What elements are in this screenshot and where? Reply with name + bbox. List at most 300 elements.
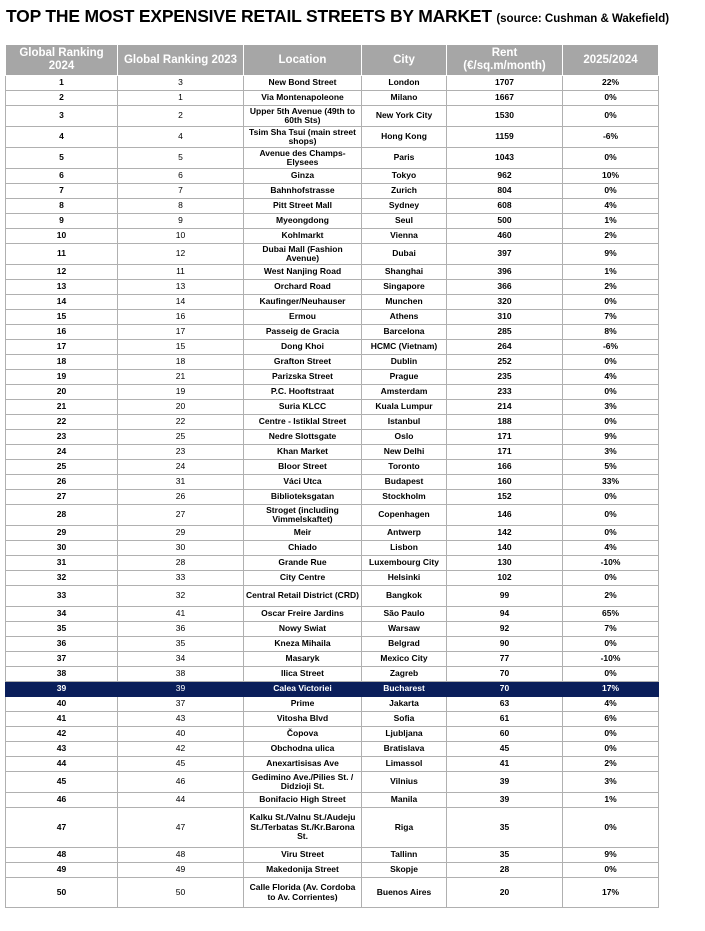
rank-2023-cell: 12 (118, 244, 244, 265)
table-row (6, 727, 659, 742)
change-cell: 5% (563, 460, 659, 475)
change-cell: 0% (563, 742, 659, 757)
city-cell: Sydney (362, 199, 447, 214)
change-cell: 0% (563, 505, 659, 526)
rank-2024-cell: 7 (6, 184, 118, 199)
location-cell: Dong Khoi (244, 340, 362, 355)
rent-cell: 39 (447, 793, 563, 808)
rent-cell: 1043 (447, 148, 563, 169)
rent-cell: 28 (447, 863, 563, 878)
rank-2023-cell: 7 (118, 184, 244, 199)
location-cell: Tsim Sha Tsui (main street shops) (244, 127, 362, 148)
change-cell: 7% (563, 310, 659, 325)
location-cell: Suria KLCC (244, 400, 362, 415)
table-row (6, 652, 659, 667)
rank-2023-cell: 46 (118, 772, 244, 793)
table-row (6, 712, 659, 727)
location-cell: Khan Market (244, 445, 362, 460)
location-cell: P.C. Hooftstraat (244, 385, 362, 400)
table-row (6, 863, 659, 878)
location-cell: Masaryk (244, 652, 362, 667)
table-row (6, 229, 659, 244)
rank-2023-cell: 28 (118, 556, 244, 571)
location-cell: Čopova (244, 727, 362, 742)
table-row (6, 586, 659, 607)
rank-2024-cell: 50 (6, 878, 118, 908)
city-cell: London (362, 76, 447, 91)
rent-cell: 60 (447, 727, 563, 742)
rank-2023-cell: 13 (118, 280, 244, 295)
rank-2024-cell: 43 (6, 742, 118, 757)
table-row (6, 808, 659, 848)
table-row (6, 848, 659, 863)
city-cell: Bratislava (362, 742, 447, 757)
table-row (6, 697, 659, 712)
table-row (6, 355, 659, 370)
rank-2024-cell: 20 (6, 385, 118, 400)
city-cell: Toronto (362, 460, 447, 475)
location-cell: New Bond Street (244, 76, 362, 91)
rank-2023-cell: 25 (118, 430, 244, 445)
city-cell: Mexico City (362, 652, 447, 667)
change-cell: 3% (563, 400, 659, 415)
city-cell: Munchen (362, 295, 447, 310)
rent-cell: 160 (447, 475, 563, 490)
rank-2023-cell: 22 (118, 415, 244, 430)
table-row (6, 460, 659, 475)
city-cell: New York City (362, 106, 447, 127)
city-cell: Istanbul (362, 415, 447, 430)
table-row (6, 400, 659, 415)
city-cell: Barcelona (362, 325, 447, 340)
table-row (6, 772, 659, 793)
city-cell: New Delhi (362, 445, 447, 460)
rent-cell: 63 (447, 697, 563, 712)
change-cell: 1% (563, 793, 659, 808)
rank-2024-cell: 39 (6, 682, 118, 697)
rank-2023-cell: 29 (118, 526, 244, 541)
rent-cell: 804 (447, 184, 563, 199)
rank-2024-cell: 23 (6, 430, 118, 445)
rank-2024-cell: 47 (6, 808, 118, 848)
city-cell: Prague (362, 370, 447, 385)
city-cell: Vienna (362, 229, 447, 244)
rank-2024-cell: 5 (6, 148, 118, 169)
city-cell: Vilnius (362, 772, 447, 793)
rent-cell: 146 (447, 505, 563, 526)
table-row (6, 667, 659, 682)
change-cell: 17% (563, 878, 659, 908)
location-cell: Bloor Street (244, 460, 362, 475)
location-cell: Centre - Istiklal Street (244, 415, 362, 430)
city-cell: Amsterdam (362, 385, 447, 400)
rank-2024-cell: 38 (6, 667, 118, 682)
rank-2024-cell: 25 (6, 460, 118, 475)
rank-2023-cell: 37 (118, 697, 244, 712)
rank-2023-cell: 4 (118, 127, 244, 148)
city-cell: Dubai (362, 244, 447, 265)
location-cell: Grafton Street (244, 355, 362, 370)
rank-2024-cell: 26 (6, 475, 118, 490)
rank-2024-cell: 9 (6, 214, 118, 229)
city-cell: Oslo (362, 430, 447, 445)
location-cell: Viru Street (244, 848, 362, 863)
table-row (6, 526, 659, 541)
table-row (6, 76, 659, 91)
rent-cell: 252 (447, 355, 563, 370)
location-cell: Kohlmarkt (244, 229, 362, 244)
rank-2023-cell: 42 (118, 742, 244, 757)
table-row (6, 370, 659, 385)
rank-2023-cell: 48 (118, 848, 244, 863)
rank-2024-cell: 36 (6, 637, 118, 652)
change-cell: 2% (563, 586, 659, 607)
table-row (6, 325, 659, 340)
city-cell: Copenhagen (362, 505, 447, 526)
location-cell: Ilica Street (244, 667, 362, 682)
rank-2024-cell: 44 (6, 757, 118, 772)
col-header-rank-2023: Global Ranking 2023 (118, 45, 244, 76)
rank-2023-cell: 44 (118, 793, 244, 808)
change-cell: -6% (563, 340, 659, 355)
rank-2024-cell: 35 (6, 622, 118, 637)
city-cell: Tallinn (362, 848, 447, 863)
rank-2024-cell: 46 (6, 793, 118, 808)
change-cell: 0% (563, 106, 659, 127)
city-cell: Lisbon (362, 541, 447, 556)
change-cell: 7% (563, 622, 659, 637)
location-cell: Makedonija Street (244, 863, 362, 878)
location-cell: Bahnhofstrasse (244, 184, 362, 199)
change-cell: 65% (563, 607, 659, 622)
change-cell: 9% (563, 244, 659, 265)
location-cell: City Centre (244, 571, 362, 586)
city-cell: Stockholm (362, 490, 447, 505)
table-row (6, 571, 659, 586)
rank-2023-cell: 50 (118, 878, 244, 908)
rank-2023-cell: 39 (118, 682, 244, 697)
rent-cell: 500 (447, 214, 563, 229)
rent-cell: 94 (447, 607, 563, 622)
change-cell: 0% (563, 526, 659, 541)
city-cell: Jakarta (362, 697, 447, 712)
rank-2023-cell: 3 (118, 76, 244, 91)
location-cell: West Nanjing Road (244, 265, 362, 280)
rent-cell: 130 (447, 556, 563, 571)
rank-2024-cell: 37 (6, 652, 118, 667)
rank-2023-cell: 47 (118, 808, 244, 848)
rank-2024-cell: 2 (6, 91, 118, 106)
city-cell: Shanghai (362, 265, 447, 280)
change-cell: 1% (563, 265, 659, 280)
change-cell: -10% (563, 556, 659, 571)
rank-2023-cell: 11 (118, 265, 244, 280)
location-cell: Orchard Road (244, 280, 362, 295)
rank-2023-cell: 19 (118, 385, 244, 400)
rent-cell: 233 (447, 385, 563, 400)
source-note: (source: Cushman & Wakefield) (496, 13, 670, 25)
rank-2024-cell: 42 (6, 727, 118, 742)
rank-2023-cell: 27 (118, 505, 244, 526)
rank-2024-cell: 10 (6, 229, 118, 244)
table-row (6, 310, 659, 325)
table-row (6, 475, 659, 490)
rent-cell: 102 (447, 571, 563, 586)
rent-cell: 962 (447, 169, 563, 184)
header-row (6, 45, 659, 76)
change-cell: 2% (563, 229, 659, 244)
retail-streets-table (5, 44, 659, 908)
city-cell: Ljubljana (362, 727, 447, 742)
change-cell: 4% (563, 199, 659, 214)
table-row (6, 148, 659, 169)
change-cell: 3% (563, 445, 659, 460)
rent-cell: 61 (447, 712, 563, 727)
location-cell: Vitosha Blvd (244, 712, 362, 727)
city-cell: Helsinki (362, 571, 447, 586)
city-cell: Riga (362, 808, 447, 848)
change-cell: 0% (563, 571, 659, 586)
rank-2023-cell: 10 (118, 229, 244, 244)
table-row (6, 295, 659, 310)
table-row (6, 340, 659, 355)
rent-cell: 320 (447, 295, 563, 310)
change-cell: 0% (563, 808, 659, 848)
rent-cell: 188 (447, 415, 563, 430)
table-row (6, 106, 659, 127)
rank-2024-cell: 3 (6, 106, 118, 127)
rank-2024-cell: 22 (6, 415, 118, 430)
change-cell: 0% (563, 490, 659, 505)
table-row (6, 556, 659, 571)
rent-cell: 35 (447, 808, 563, 848)
city-cell: São Paulo (362, 607, 447, 622)
location-cell: Dubai Mall (Fashion Avenue) (244, 244, 362, 265)
rank-2023-cell: 2 (118, 106, 244, 127)
rent-cell: 41 (447, 757, 563, 772)
location-cell: Myeongdong (244, 214, 362, 229)
table-row (6, 742, 659, 757)
change-cell: 4% (563, 370, 659, 385)
rank-2024-cell: 41 (6, 712, 118, 727)
location-cell: Parizska Street (244, 370, 362, 385)
table-row (6, 878, 659, 908)
rank-2024-cell: 19 (6, 370, 118, 385)
rank-2023-cell: 36 (118, 622, 244, 637)
city-cell: HCMC (Vietnam) (362, 340, 447, 355)
rent-cell: 140 (447, 541, 563, 556)
city-cell: Buenos Aires (362, 878, 447, 908)
table-row (6, 637, 659, 652)
rent-cell: 396 (447, 265, 563, 280)
location-cell: Passeig de Gracia (244, 325, 362, 340)
change-cell: 22% (563, 76, 659, 91)
rank-2024-cell: 40 (6, 697, 118, 712)
city-cell: Budapest (362, 475, 447, 490)
change-cell: 8% (563, 325, 659, 340)
city-cell: Bangkok (362, 586, 447, 607)
table-row (6, 265, 659, 280)
change-cell: 0% (563, 727, 659, 742)
change-cell: -10% (563, 652, 659, 667)
city-cell: Paris (362, 148, 447, 169)
table-row (6, 127, 659, 148)
rank-2024-cell: 18 (6, 355, 118, 370)
rank-2023-cell: 45 (118, 757, 244, 772)
change-cell: 3% (563, 772, 659, 793)
rank-2024-cell: 14 (6, 295, 118, 310)
rank-2023-cell: 32 (118, 586, 244, 607)
rank-2024-cell: 17 (6, 340, 118, 355)
change-cell: -6% (563, 127, 659, 148)
rent-cell: 1530 (447, 106, 563, 127)
table-row (6, 169, 659, 184)
location-cell: Prime (244, 697, 362, 712)
rank-2024-cell: 6 (6, 169, 118, 184)
change-cell: 0% (563, 295, 659, 310)
city-cell: Dublin (362, 355, 447, 370)
table-row (6, 91, 659, 106)
location-cell: Upper 5th Avenue (49th to 60th Sts) (244, 106, 362, 127)
rank-2023-cell: 16 (118, 310, 244, 325)
rank-2024-cell: 21 (6, 400, 118, 415)
table-row (6, 793, 659, 808)
change-cell: 0% (563, 637, 659, 652)
rent-cell: 608 (447, 199, 563, 214)
rank-2023-cell: 1 (118, 91, 244, 106)
rank-2023-cell: 8 (118, 199, 244, 214)
location-cell: Gedimino Ave./Pilies St. / Didzioji St. (244, 772, 362, 793)
table-row (6, 505, 659, 526)
rank-2023-cell: 34 (118, 652, 244, 667)
location-cell: Obchodna ulica (244, 742, 362, 757)
col-header-location: Location (244, 45, 362, 76)
rent-cell: 366 (447, 280, 563, 295)
city-cell: Singapore (362, 280, 447, 295)
table-row (6, 757, 659, 772)
rent-cell: 152 (447, 490, 563, 505)
city-cell: Antwerp (362, 526, 447, 541)
rank-2023-cell: 35 (118, 637, 244, 652)
table-row (6, 184, 659, 199)
change-cell: 4% (563, 697, 659, 712)
rank-2024-cell: 29 (6, 526, 118, 541)
rank-2024-cell: 45 (6, 772, 118, 793)
city-cell: Warsaw (362, 622, 447, 637)
location-cell: Oscar Freire Jardins (244, 607, 362, 622)
rank-2023-cell: 18 (118, 355, 244, 370)
page-title (6, 2, 669, 30)
rent-cell: 99 (447, 586, 563, 607)
table-row (6, 445, 659, 460)
rank-2024-cell: 27 (6, 490, 118, 505)
location-cell: Anexartisisas Ave (244, 757, 362, 772)
location-cell: Nowy Swiat (244, 622, 362, 637)
rank-2024-cell: 8 (6, 199, 118, 214)
change-cell: 2% (563, 280, 659, 295)
change-cell: 0% (563, 667, 659, 682)
rent-cell: 166 (447, 460, 563, 475)
rank-2024-cell: 24 (6, 445, 118, 460)
location-cell: Biblioteksgatan (244, 490, 362, 505)
rank-2024-cell: 49 (6, 863, 118, 878)
rent-cell: 1667 (447, 91, 563, 106)
rank-2023-cell: 38 (118, 667, 244, 682)
rank-2024-cell: 11 (6, 244, 118, 265)
rank-2024-cell: 31 (6, 556, 118, 571)
table-row (6, 430, 659, 445)
location-cell: Avenue des Champs-Elysees (244, 148, 362, 169)
table-row (6, 490, 659, 505)
location-cell: Kneza Mihaila (244, 637, 362, 652)
rent-cell: 90 (447, 637, 563, 652)
city-cell: Luxembourg City (362, 556, 447, 571)
rent-cell: 92 (447, 622, 563, 637)
location-cell: Ginza (244, 169, 362, 184)
col-header-change: 2025/2024 (563, 45, 659, 76)
rent-cell: 171 (447, 430, 563, 445)
change-cell: 0% (563, 91, 659, 106)
location-cell: Kalku St./Valnu St./Audeju St./Terbatas St./Kr.Barona St. (244, 808, 362, 848)
location-cell: Calea Victoriei (244, 682, 362, 697)
location-cell: Pitt Street Mall (244, 199, 362, 214)
rent-cell: 285 (447, 325, 563, 340)
col-header-rent: Rent (€/sq.m/month) (447, 45, 563, 76)
change-cell: 4% (563, 541, 659, 556)
rank-2023-cell: 26 (118, 490, 244, 505)
change-cell: 0% (563, 385, 659, 400)
change-cell: 0% (563, 863, 659, 878)
change-cell: 0% (563, 415, 659, 430)
location-cell: Bonifacio High Street (244, 793, 362, 808)
rent-cell: 20 (447, 878, 563, 908)
rank-2023-cell: 5 (118, 148, 244, 169)
rank-2023-cell: 20 (118, 400, 244, 415)
city-cell: Belgrad (362, 637, 447, 652)
rent-cell: 171 (447, 445, 563, 460)
rent-cell: 142 (447, 526, 563, 541)
change-cell: 33% (563, 475, 659, 490)
table-row (6, 385, 659, 400)
table-row (6, 415, 659, 430)
location-cell: Váci Utca (244, 475, 362, 490)
rank-2023-cell: 9 (118, 214, 244, 229)
location-cell: Calle Florida (Av. Cordoba to Av. Corrientes) (244, 878, 362, 908)
location-cell: Central Retail District (CRD) (244, 586, 362, 607)
table-row (6, 607, 659, 622)
rank-2024-cell: 33 (6, 586, 118, 607)
city-cell: Milano (362, 91, 447, 106)
rank-2023-cell: 40 (118, 727, 244, 742)
rank-2023-cell: 30 (118, 541, 244, 556)
change-cell: 0% (563, 184, 659, 199)
city-cell: Kuala Lumpur (362, 400, 447, 415)
col-header-rank-2024: Global Ranking 2024 (6, 45, 118, 76)
rent-cell: 310 (447, 310, 563, 325)
city-cell: Hong Kong (362, 127, 447, 148)
location-cell: Nedre Slottsgate (244, 430, 362, 445)
rank-2023-cell: 17 (118, 325, 244, 340)
rent-cell: 70 (447, 682, 563, 697)
change-cell: 0% (563, 355, 659, 370)
rent-cell: 35 (447, 848, 563, 863)
location-cell: Ermou (244, 310, 362, 325)
table-row (6, 199, 659, 214)
table-row (6, 214, 659, 229)
city-cell: Limassol (362, 757, 447, 772)
rent-cell: 45 (447, 742, 563, 757)
city-cell: Zurich (362, 184, 447, 199)
